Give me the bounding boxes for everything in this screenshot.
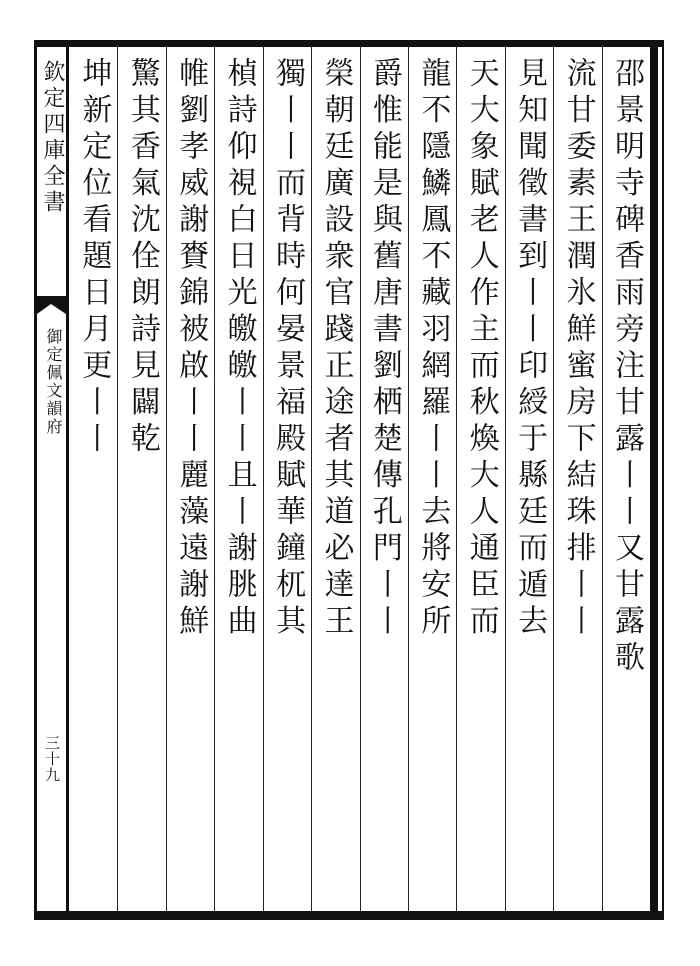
- text-column: 見知聞徵書到丨丨印綬于縣廷而遁去: [512, 57, 548, 641]
- text-column: 帷劉孝威謝賚錦被啟丨丨麗藻遠謝鮮: [173, 57, 209, 641]
- page-frame-right-thin: [662, 40, 664, 920]
- column-rule: [408, 47, 409, 911]
- text-column: 爵惟能是與舊唐書劉栖楚傳孔門丨丨: [366, 57, 402, 641]
- column-rule: [360, 47, 361, 911]
- text-column: 天大象賦老人作主而秋煥大人通臣而: [463, 57, 499, 641]
- text-columns: [69, 47, 650, 911]
- text-column: 邵景明寺碑香雨旁注甘露丨丨又甘露歌: [608, 57, 644, 678]
- margin-book-title: 御定佩文韻府: [44, 328, 63, 436]
- text-column: 獨丨丨而背時何晏景福殿賦華鐘杌其: [270, 57, 306, 641]
- column-rule: [311, 47, 312, 911]
- text-column: 龍不隱鱗鳳不藏羽網羅丨丨去將安所: [415, 57, 451, 641]
- text-column: 楨詩仰視白日光皦皦丨丨且丨謝朓曲: [221, 57, 257, 641]
- page-frame-bottom: [34, 911, 664, 920]
- fishtail-mark-icon: [37, 296, 66, 314]
- column-rule: [505, 47, 506, 911]
- column-rule: [553, 47, 554, 911]
- column-rule: [263, 47, 264, 911]
- text-column: 流甘委素王潤氷鮮蜜房下結珠排丨丨: [560, 57, 596, 641]
- text-column: 驚其香氣沈佺朗詩見闢乾: [124, 57, 160, 459]
- column-rule: [166, 47, 167, 911]
- column-rule: [117, 47, 118, 911]
- page-frame-right: [650, 40, 658, 920]
- column-rule: [214, 47, 215, 911]
- text-column: 坤新定位看題日月更丨丨: [76, 57, 112, 459]
- margin-title: 欽定四庫全書: [40, 60, 65, 216]
- page-number: 三十九: [43, 735, 61, 783]
- text-column: 榮朝廷廣設衆官踐正途者其道必達王: [318, 57, 354, 641]
- page-frame-top: [34, 40, 664, 47]
- column-rule: [456, 47, 457, 911]
- column-rule: [602, 47, 603, 911]
